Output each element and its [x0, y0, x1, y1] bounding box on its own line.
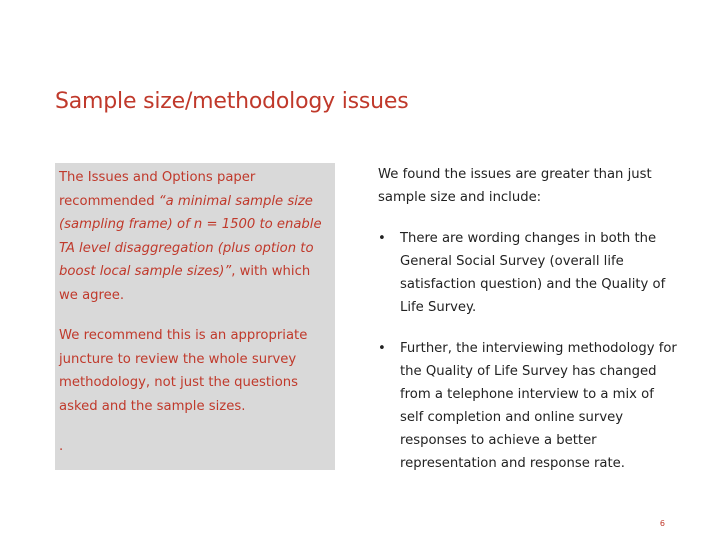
paper-quote: “a minimal sample size (sampling frame) of n = 1500 to enable TA level disaggregation (plus option to boost local sample sizes)” — [59, 193, 322, 279]
recommendation-paragraph-2: We recommend this is an appropriate juncture to review the whole survey methodology, not just the questions asked and the sample sizes. — [59, 328, 308, 414]
recommendation-paragraph-1 — [59, 166, 331, 307]
recommendation-box — [55, 163, 335, 470]
trailing-dot: . — [59, 439, 64, 454]
findings-list — [378, 227, 678, 475]
findings-item-text: There are wording changes in both the General Social Survey (overall life satisfaction question) and the Quality of Life Survey. — [400, 231, 666, 315]
findings-item-text: Further, the interviewing methodology for the Quality of Life Survey has changed from a telephone interview to a mix of self completion and online survey responses to achieve a better representation and response rate. — [400, 341, 677, 471]
findings-column — [378, 163, 678, 493]
findings-list-item — [378, 227, 678, 319]
findings-intro: We found the issues are greater than just sample size and include: — [378, 167, 652, 205]
findings-list-item — [378, 337, 678, 475]
bullet-icon: • — [378, 341, 386, 356]
agreement-text: , with which we agree. — [59, 264, 311, 303]
paper-reference-text: The Issues and Options paper recommended — [59, 170, 256, 209]
page-number: 6 — [659, 519, 665, 528]
bullet-icon: • — [378, 231, 386, 246]
slide-title: Sample size/methodology issues — [55, 89, 409, 114]
